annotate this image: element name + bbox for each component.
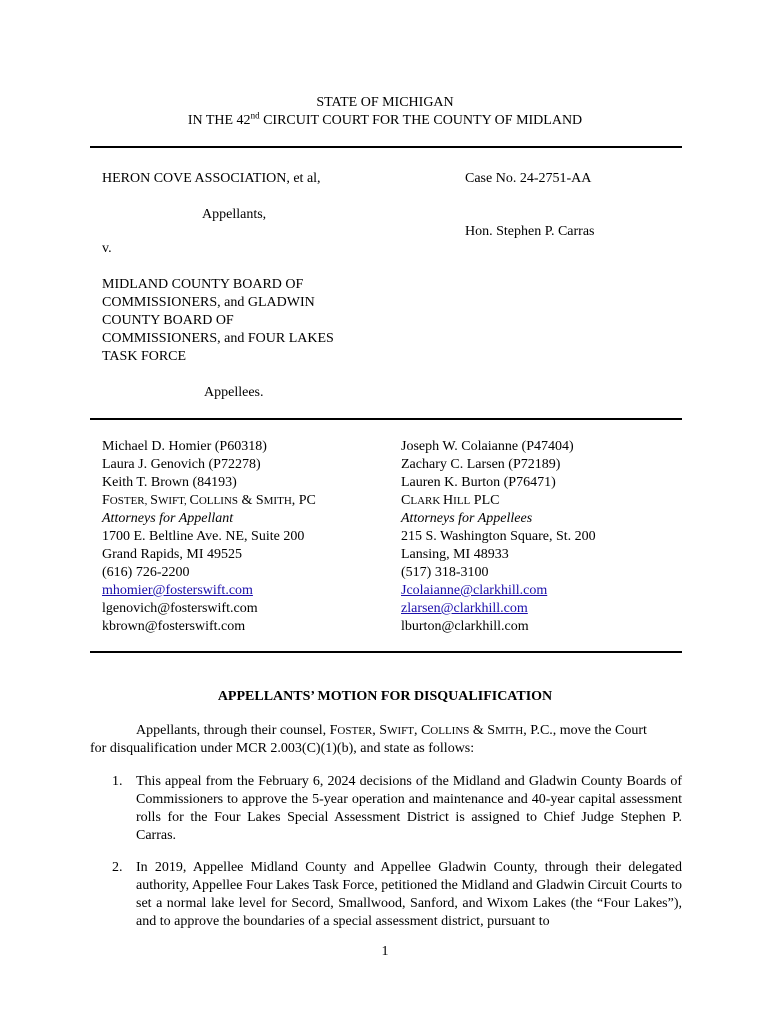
firm-name: FOSTER, SWIFT, COLLINS & SMITH, PC xyxy=(102,493,316,508)
paragraph-number: 1. xyxy=(112,774,123,789)
address-line: Lansing, MI 48933 xyxy=(401,547,509,562)
attorney-name: Keith T. Brown (84193) xyxy=(102,475,237,490)
appellant-name: HERON COVE ASSOCIATION, et al, xyxy=(102,171,321,186)
address-line: 215 S. Washington Square, St. 200 xyxy=(401,529,596,544)
court-state: STATE OF MICHIGAN xyxy=(316,95,454,110)
attorney-name: Laura J. Genovich (P72278) xyxy=(102,457,261,472)
address-line: Grand Rapids, MI 49525 xyxy=(102,547,242,562)
court-header xyxy=(0,94,770,130)
motion-title: APPELLANTS’ MOTION FOR DISQUALIFICATION xyxy=(217,689,553,704)
case-number: Case No. 24-2751-AA xyxy=(465,171,592,186)
attorney-role: Attorneys for Appellees xyxy=(401,511,533,526)
intro-line-2: for disqualification under MCR 2.003(C)(1)(b), and state as follows: xyxy=(90,741,475,756)
paragraph-number: 2. xyxy=(112,860,123,875)
email-text: lgenovich@fosterswift.com xyxy=(102,601,258,616)
attorney-role: Attorneys for Appellant xyxy=(102,511,234,526)
appellee-names: MIDLAND COUNTY BOARD OF COMMISSIONERS, and GLADWIN COUNTY BOARD OF COMMISSIONERS, and FOUR LAKES TASK FORCE xyxy=(102,277,334,364)
email-link[interactable]: Jcolaianne@clarkhill.com xyxy=(401,583,548,598)
attorney-name: Michael D. Homier (P60318) xyxy=(102,439,267,454)
firm-name: CLARK HILL PLC xyxy=(401,493,500,508)
numbered-paragraph xyxy=(112,859,682,931)
counsel-appellee xyxy=(401,438,596,636)
email-link[interactable]: zlarsen@clarkhill.com xyxy=(401,601,528,616)
appellant-role: Appellants, xyxy=(202,207,267,222)
phone: (616) 726-2200 xyxy=(102,565,190,580)
numbered-paragraph xyxy=(112,773,682,845)
counsel-appellant xyxy=(102,438,316,636)
paragraph-text: This appeal from the February 6, 2024 decisions of the Midland and Gladwin County Boards of Commissioners to approve the 5-year operation and maintenance and 40-year capital assessment rolls for the Four Lakes Special Assessment District is assigned to Chief Judge Stephen P. Carras. xyxy=(136,774,682,843)
counsel-bottom-rule xyxy=(90,651,682,653)
attorney-name: Lauren K. Burton (P76471) xyxy=(401,475,556,490)
caption-parties xyxy=(102,170,402,188)
caption-top-rule xyxy=(90,146,682,148)
email-text: kbrown@fosterswift.com xyxy=(102,619,246,634)
caption-bottom-rule xyxy=(90,418,682,420)
paragraph-text: In 2019, Appellee Midland County and Appellee Gladwin County, through their delegated authority, Appellee Four Lakes Task Force, petitioned the Midland and Gladwin Circuit Courts to set a normal lake level for Secord, Smallwood, Sanford, and Wixom Lakes (the “Four Lakes”), and to approve the boundaries of a special assessment district, pursuant to xyxy=(136,860,682,929)
page-number: 1 xyxy=(381,944,389,959)
attorney-name: Joseph W. Colaianne (P47404) xyxy=(401,439,574,454)
email-text: lburton@clarkhill.com xyxy=(401,619,529,634)
judge-name: Hon. Stephen P. Carras xyxy=(465,224,595,239)
intro-line-1: Appellants, through their counsel, FOSTER, SWIFT, COLLINS & SMITH, P.C., move the Court xyxy=(136,723,647,738)
appellee-role: Appellees. xyxy=(204,385,264,400)
attorney-name: Zachary C. Larsen (P72189) xyxy=(401,457,561,472)
email-link[interactable]: mhomier@fosterswift.com xyxy=(102,583,253,598)
versus: v. xyxy=(102,241,112,256)
intro-paragraph xyxy=(90,722,682,758)
address-line: 1700 E. Beltline Ave. NE, Suite 200 xyxy=(102,529,305,544)
court-name: IN THE 42nd CIRCUIT COURT FOR THE COUNTY OF MIDLAND xyxy=(187,110,583,128)
phone: (517) 318-3100 xyxy=(401,565,489,580)
